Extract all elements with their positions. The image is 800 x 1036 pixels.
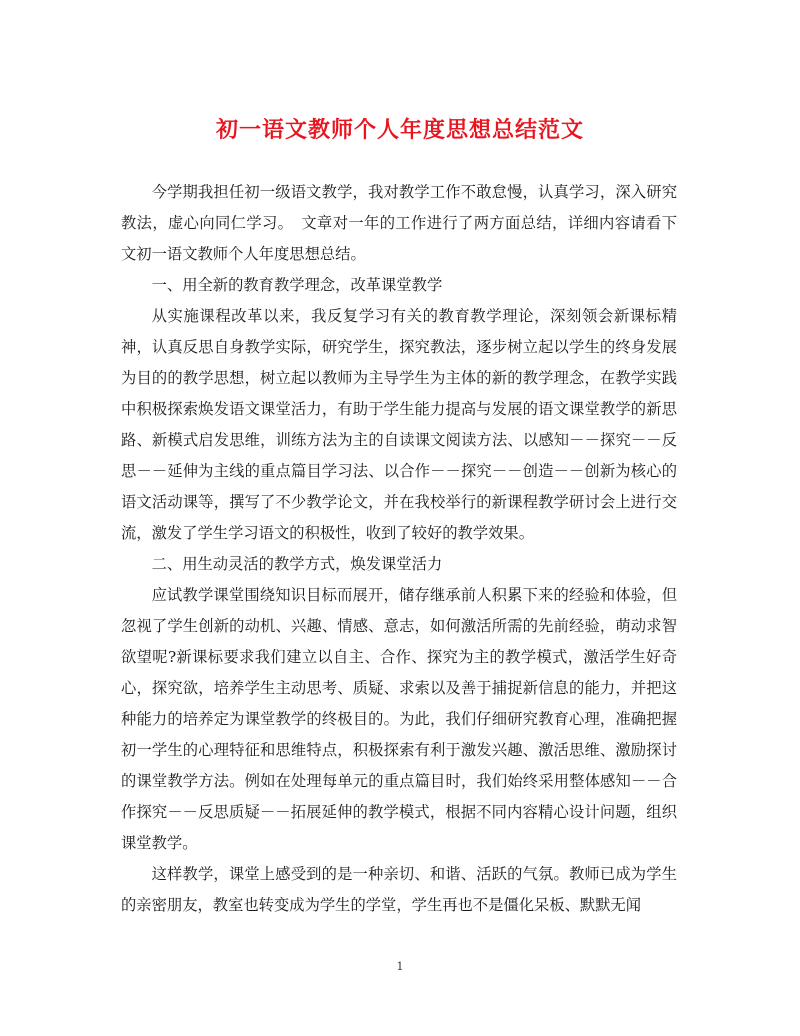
paragraph-intro: 今学期我担任初一级语文教学，我对教学工作不敢怠慢，认真学习，深入研究教法，虚心向同仁学习。 文章对一年的工作进行了两方面总结，详细内容请看下文初一语文教师个人年度思想总结。 xyxy=(121,183,677,263)
document-body xyxy=(121,177,677,921)
section-heading-2: 二、用生动灵活的教学方式，焕发课堂活力 xyxy=(151,555,443,573)
section-heading-1: 一、用全新的教育教学理念，改革课堂教学 xyxy=(151,276,443,294)
paragraph-section-2: 应试教学课堂围绕知识目标而展开，储存继承前人积累下来的经验和体验，但忽视了学生创新的动机、兴趣、情感、意志，如何激活所需的先前经验，萌动求智欲望呢?新课标要求我们建立以自主、合作、探究为主的教学模式，激活学生好奇心，探究欲，培养学生主动思考、质疑、求索以及善于捕捉新信息的能力，并把这种能力的培养定为课堂教学的终极目的。为此，我们仔细研究教育心理，准确把握初一学生的心理特征和思维特点，积极探索有利于激发兴趣、激活思维、激励探讨的课堂教学方法。例如在处理每单元的重点篇目时，我们始终采用整体感知－－合作探究－－反思质疑－－拓展延伸的教学模式，根据不同内容精心设计问题，组织课堂教学。 xyxy=(121,586,677,852)
page-number: 1 xyxy=(396,960,404,973)
paragraph-section-2-continued: 这样教学，课堂上感受到的是一种亲切、和谐、活跃的气氛。教师已成为学生的亲密朋友，教室也转变成为学生的学堂，学生再也不是僵化呆板、默默无闻 xyxy=(121,865,677,914)
document-title: 初一语文教师个人年度思想总结范文 xyxy=(215,117,584,143)
paragraph-section-1: 从实施课程改革以来，我反复学习有关的教育教学理论，深刻领会新课标精神，认真反思自身教学实际，研究学生，探究教法，逐步树立起以学生的终身发展为目的的教学思想，树立起以教师为主导学生为主体的新的教学理念，在教学实践中积极探索焕发语文课堂活力，有助于学生能力提高与发展的语文课堂教学的新思路、新模式启发思维，训练方法为主的自读课文阅读方法、以感知－－探究－－反思－－延伸为主线的重点篇目学习法、以合作－－探究－－创造－－创新为核心的语文活动课等，撰写了不少教学论文，并在我校举行的新课程教学研讨会上进行交流，激发了学生学习语文的积极性，收到了较好的教学效果。 xyxy=(121,307,677,542)
